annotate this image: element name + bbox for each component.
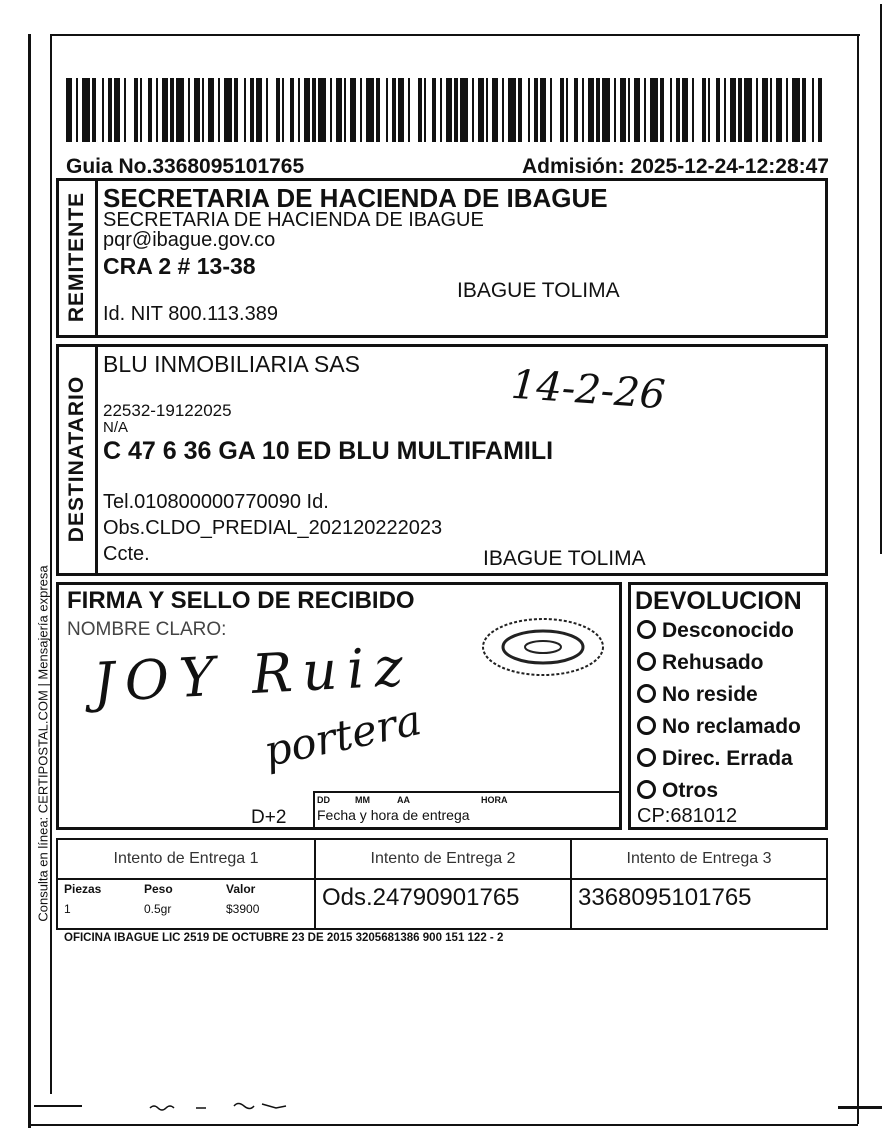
barcode-bar — [82, 78, 90, 142]
radio-icon — [637, 748, 656, 767]
return-option-wrong-address[interactable] — [637, 747, 793, 771]
return-option-label: No reclamado — [662, 715, 801, 738]
recipient-city: IBAGUE TOLIMA — [483, 547, 646, 570]
return-box — [628, 582, 828, 830]
bottom-edge — [30, 1124, 858, 1126]
pieces-header: Piezas — [64, 882, 102, 896]
name-label: NOMBRE CLARO: — [67, 619, 227, 640]
sender-label: REMITENTE — [65, 191, 88, 323]
recipient-ccte: Ccte. — [103, 543, 150, 565]
weight-value: 0.5gr — [144, 902, 172, 916]
side-text: Consulta en línea: CERTIPOSTAL.COM | Mensajería expresa — [35, 565, 51, 922]
footer-text: OFICINA IBAGUE LIC 2519 DE OCTUBRE 23 DE 2015 3205681386 900 151 122 - 2 — [64, 932, 504, 944]
sender-name-small: SECRETARIA DE HACIENDA DE IBAGUE — [103, 209, 484, 231]
radio-icon — [637, 684, 656, 703]
recipient-na: N/A — [103, 419, 129, 436]
sender-nit: Id. NIT 800.113.389 — [103, 303, 278, 325]
bottom-scribbles — [30, 1094, 310, 1114]
sender-city: IBAGUE TOLIMA — [457, 279, 620, 302]
signature-name: JOY Ruiz — [91, 634, 415, 715]
return-option-label: Direc. Errada — [662, 747, 793, 770]
tracking-number: 3368095101765 — [578, 884, 752, 911]
date-col-mm: MM — [355, 795, 370, 805]
radio-icon — [637, 620, 656, 639]
admission-date: Admisión: 2025-12-24-12:28:47 — [522, 155, 829, 178]
barcode-bar — [508, 78, 516, 142]
right-outer-edge — [880, 4, 882, 554]
barcode-bar — [224, 78, 232, 142]
barcode-bar — [366, 78, 374, 142]
bottom-right-mark — [838, 1106, 882, 1109]
return-option-refused[interactable] — [637, 651, 764, 675]
barcode-bar — [792, 78, 800, 142]
return-option-label: Otros — [662, 779, 719, 802]
return-title: DEVOLUCION — [635, 587, 802, 615]
recipient-box — [56, 344, 828, 576]
return-option-unclaimed[interactable] — [637, 715, 801, 739]
recipient-obs: Obs.CLDO_PREDIAL_202120222023 — [103, 517, 443, 539]
recipient-tel: Tel.010800000770090 Id. — [103, 491, 329, 513]
postal-code: CP:681012 — [637, 805, 738, 827]
sender-box — [56, 178, 828, 338]
recipient-name: BLU INMOBILIARIA SAS — [103, 351, 360, 377]
barcode-bar — [650, 78, 658, 142]
return-option-label: Desconocido — [662, 619, 794, 642]
ods-number: Ods.24790901765 — [322, 884, 520, 911]
value-value: $3900 — [226, 902, 260, 916]
barcode-bar — [126, 78, 134, 142]
date-col-hora: HORA — [481, 795, 508, 805]
recipient-divider — [95, 347, 98, 573]
barcode-bar — [822, 78, 824, 142]
barcode-bar — [176, 78, 184, 142]
attempts-mid-line — [58, 878, 826, 880]
radio-icon — [637, 780, 656, 799]
sender-divider — [95, 181, 98, 335]
recipient-reference: 22532-19122025 — [103, 401, 232, 420]
barcode-bar — [460, 78, 468, 142]
return-option-label: Rehusado — [662, 651, 764, 674]
value-header: Valor — [226, 882, 256, 896]
date-col-aa: AA — [397, 795, 410, 805]
attempt-3: Intento de Entrega 3 — [626, 850, 772, 867]
date-caption: Fecha y hora de entrega — [317, 807, 470, 823]
sender-address: CRA 2 # 13-38 — [103, 253, 256, 279]
barcode-bar — [744, 78, 752, 142]
weight-header: Peso — [144, 882, 173, 896]
signature-role: portera — [259, 694, 426, 777]
barcode-bar — [318, 78, 326, 142]
barcode — [66, 78, 824, 142]
receipt-box — [56, 582, 622, 830]
left-edge — [28, 34, 31, 1128]
recipient-label: DESTINATARIO — [65, 375, 88, 543]
guide-number: Guia No.3368095101765 — [66, 155, 305, 178]
barcode-bar — [268, 78, 276, 142]
top-edge — [52, 34, 860, 36]
return-option-unknown[interactable] — [637, 619, 794, 643]
return-option-not-reside[interactable] — [637, 683, 758, 707]
receipt-title: FIRMA Y SELLO DE RECIBIDO — [67, 587, 415, 614]
attempt-1: Intento de Entrega 1 — [113, 850, 259, 867]
barcode-bar — [410, 78, 418, 142]
date-col-dd: DD — [317, 795, 330, 805]
right-edge — [857, 34, 859, 1124]
barcode-bar — [602, 78, 610, 142]
barcode-bar — [552, 78, 560, 142]
pieces-value: 1 — [64, 902, 71, 916]
return-option-other[interactable] — [637, 779, 718, 803]
delivery-datetime-box — [313, 791, 621, 829]
radio-icon — [637, 652, 656, 671]
attempts-row — [56, 838, 828, 930]
return-option-label: No reside — [662, 683, 758, 706]
recipient-handwritten-date: 14-2-26 — [509, 361, 667, 419]
stamp — [479, 615, 607, 679]
sender-name-large: SECRETARIA DE HACIENDA DE IBAGUE — [103, 183, 608, 213]
radio-icon — [637, 716, 656, 735]
attempt-2: Intento de Entrega 2 — [370, 850, 516, 867]
barcode-bar — [694, 78, 702, 142]
recipient-address: C 47 6 36 GA 10 ED BLU MULTIFAMILI — [103, 437, 554, 465]
delivery-days: D+2 — [251, 807, 287, 828]
sender-email: pqr@ibague.gov.co — [103, 229, 276, 251]
